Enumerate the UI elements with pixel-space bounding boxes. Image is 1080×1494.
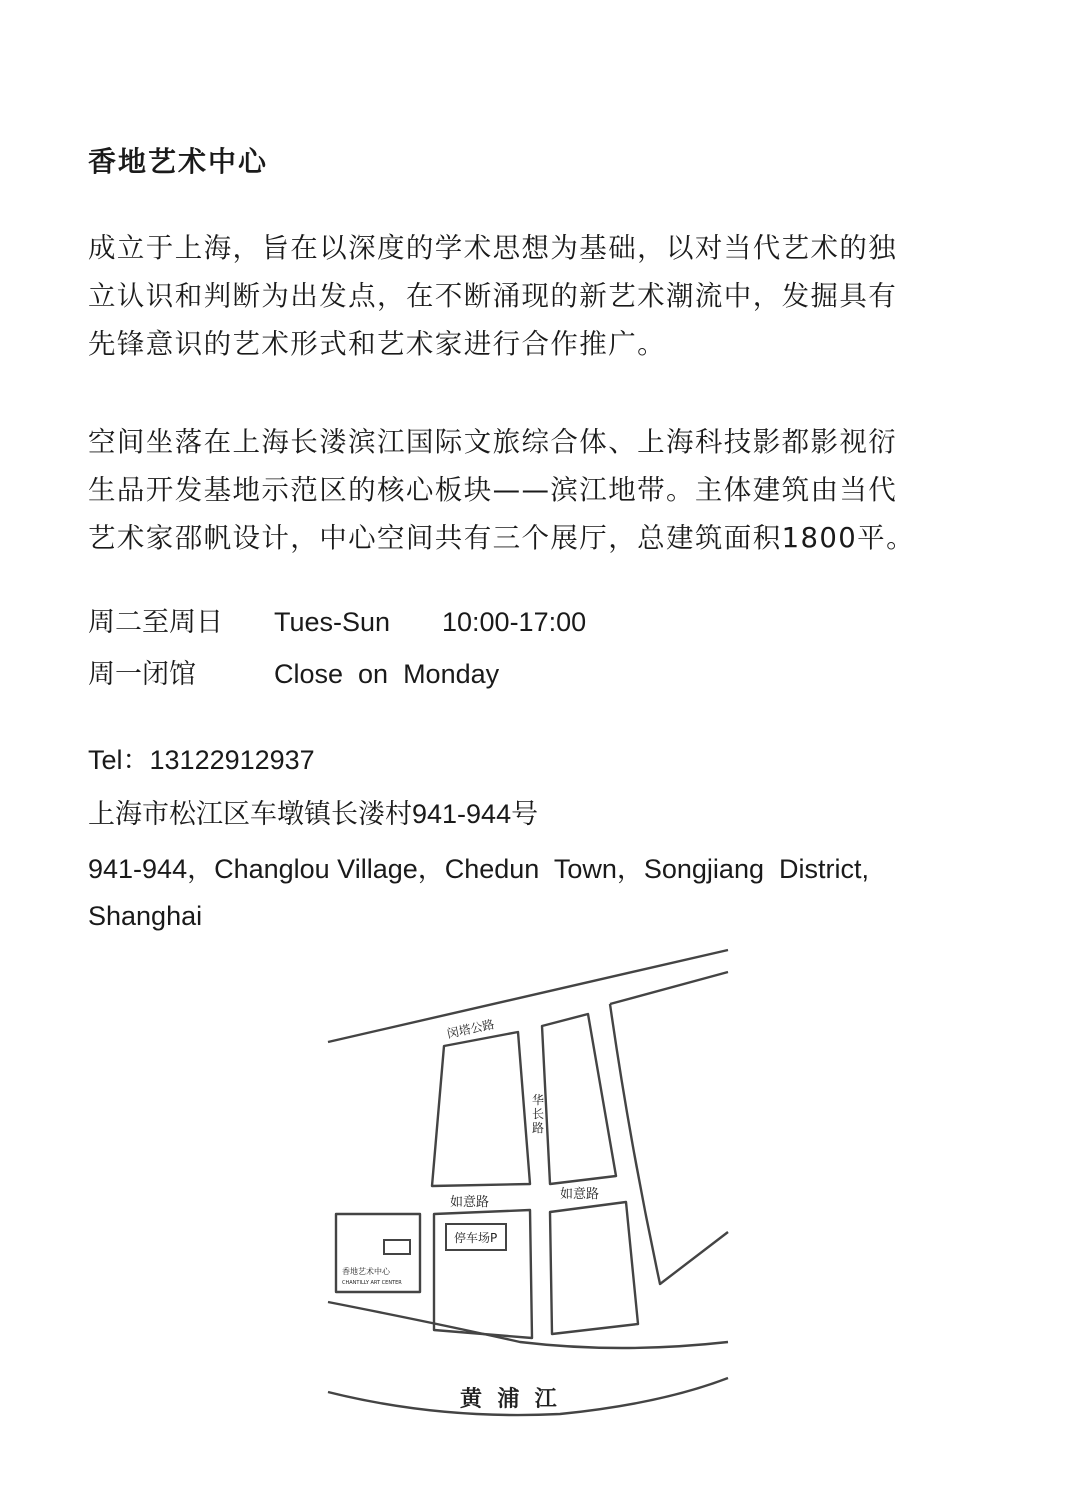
- road-line-east-2: [610, 1004, 728, 1284]
- map-label-parking: 停车场P: [454, 1231, 498, 1245]
- space-paragraph: [88, 418, 998, 562]
- map-label-ruyi-right: 如意路: [560, 1187, 600, 1202]
- address-en-line-1: 941-944，Changlou Village，Chedun Town，Songjiang District,: [88, 854, 869, 884]
- road-line-north: [328, 950, 728, 1042]
- block-parking: [434, 1210, 532, 1338]
- intro-line-2: 立认识和判断为出发点，在不断涌现的新艺术潮流中，发掘具有: [88, 280, 898, 312]
- block-northwest: [432, 1032, 530, 1186]
- location-map: [320, 944, 740, 1424]
- closed-day-en: Close on Monday: [274, 659, 500, 689]
- intro-line-1: 成立于上海，旨在以深度的学术思想为基础，以对当代艺术的独: [88, 232, 898, 264]
- phone-number[interactable]: Tel：13122912937: [88, 745, 315, 775]
- address-cn: 上海市松江区车墩镇长溇村941-944号: [88, 799, 539, 829]
- map-label-huachang-road: 华 长 路: [532, 1093, 545, 1135]
- space-line-1: 空间坐落在上海长溇滨江国际文旅综合体、上海科技影都影视衍: [88, 426, 898, 458]
- river-bank-north: [328, 1302, 728, 1348]
- map-label-north-road: 闵塔公路: [445, 1017, 496, 1041]
- venue-building-icon: [384, 1240, 410, 1254]
- page-title: 香地艺术中心: [88, 145, 269, 178]
- open-time: 10:00-17:00: [442, 607, 587, 637]
- intro-line-3: 先锋意识的艺术形式和艺术家进行合作推广。: [88, 328, 666, 360]
- map-label-river: 黄 浦 江: [460, 1387, 557, 1412]
- space-line-2: 生品开发基地示范区的核心板块——滨江地带。主体建筑由当代: [88, 474, 898, 506]
- block-southeast: [550, 1202, 638, 1334]
- road-line-east: [610, 972, 728, 1004]
- block-northeast: [542, 1014, 616, 1184]
- space-line-3: 艺术家邵帆设计，中心空间共有三个展厅，总建筑面积1800平。: [88, 522, 915, 554]
- open-days-en: Tues-Sun: [274, 607, 391, 637]
- map-label-venue-cn: 香地艺术中心: [342, 1267, 390, 1276]
- map-label-venue-en: CHANTILLY ART CENTER: [342, 1280, 402, 1286]
- map-label-ruyi-left: 如意路: [450, 1195, 490, 1210]
- closed-day-cn: 周一闭馆: [88, 659, 196, 689]
- open-days-cn: 周二至周日: [88, 607, 223, 637]
- intro-paragraph: [88, 224, 998, 368]
- address-en-line-2: Shanghai: [88, 901, 203, 931]
